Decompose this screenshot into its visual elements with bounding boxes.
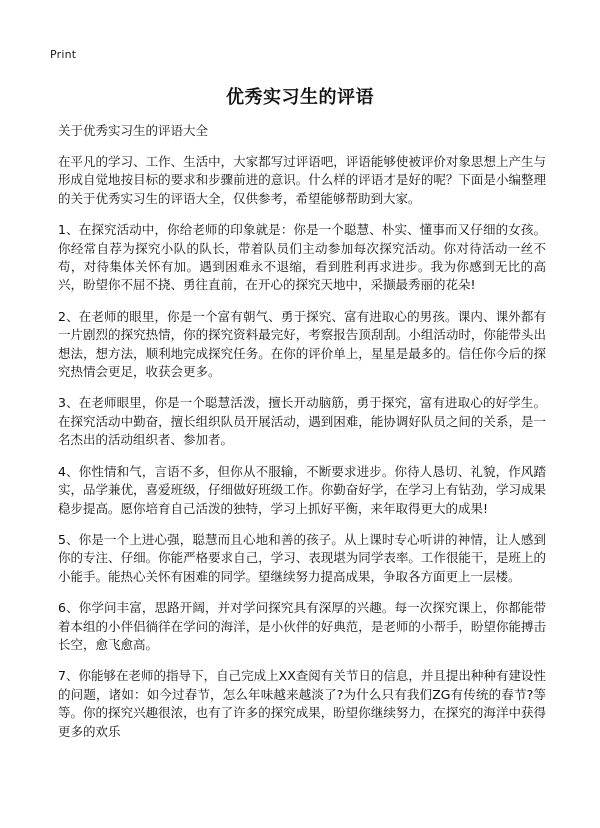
document-subtitle: 关于优秀实习生的评语大全 (58, 123, 209, 138)
comment-paragraph-4: 4、你性情和气，言语不多，但你从不服输，不断要求进步。你待人恳切、礼貌，作风踏实，品学兼优，喜爱班级，仔细做好班级工作。你勤奋好学，在学习上有钻劲，学习成果稳步提高。愿你培育自己活泼的独特，学习上抓好平衡，来年取得更大的成果! (58, 463, 546, 516)
comment-paragraph-1: 1、在探究活动中，你给老师的印象就是：你是一个聪慧、朴实、懂事而又仔细的女孩。你经常自荐为探究小队的队长，带着队员们主动参加每次探究活动。你对待活动一丝不苟，对待集体关怀有加。遇到困难永不退缩，看到胜利再求进步。我为你感到无比的高兴，盼望你不屈不挠、勇往直前，在开心的探究天地中，采撷最秀丽的花朵! (58, 222, 546, 293)
print-label[interactable]: Print (50, 48, 77, 61)
comment-paragraph-7: 7、你能够在老师的指导下，自己完成上XX查阅有关节日的信息，并且提出种种有建设性的问题，诸如：如今过春节，怎么年味越来越淡了?为什么只有我们ZG有传统的春节?等等。你的探究兴趣很浓，也有了许多的探究成果，盼望你继续努力，在探究的海洋中获得更多的欢乐 (58, 668, 546, 739)
page-title: 优秀实习生的评语 (226, 87, 374, 108)
document-body (58, 122, 546, 754)
comment-paragraph-2: 2、在老师的眼里，你是一个富有朝气、勇于探究、富有进取心的男孩。课内、课外都有一片剧烈的探究热情，你的探究资料最完好，考察报告顶刮刮。小组活动时，你能带头出想法，想方法，顺利地完成探究任务。在你的评价单上，星星是最多的。信任你今后的探究热情会更足，收获会更多。 (58, 308, 546, 380)
comment-paragraph-3: 3、在老师眼里，你是一个聪慧活泼，擅长开动脑筋，勇于探究，富有进取心的好学生。在探究活动中勤奋，擅长组织队员开展活动，遇到困难，能协调好队员之间的关系，是一名杰出的活动组织者、参加者。 (58, 395, 546, 448)
comment-paragraph-5: 5、你是一个上进心强，聪慧而且心地和善的孩子。从上课时专心听讲的神情，让人感到你的专注、仔细。你能严格要求自己，学习、表现堪为同学表率。工作很能干，是班上的小能手。能热心关怀有困难的同学。望继续努力提高成果，争取各方面更上一层楼。 (58, 531, 546, 584)
intro-paragraph: 在平凡的学习、工作、生活中，大家都写过评语吧，评语能够使被评价对象思想上产生与形成自觉地按目标的要求和步骤前进的意识。什么样的评语才是好的呢？下面是小编整理的关于优秀实习生的评语大全，仅供参考，希望能够帮助到大家。 (58, 154, 546, 206)
comment-paragraph-6: 6、你学问丰富，思路开阔，并对学问探究具有深厚的兴趣。每一次探究课上，你都能带着本组的小伴侣徜徉在学问的海洋，是小伙伴的好典范，是老师的小帮手，盼望你能搏击长空，愈飞愈高。 (58, 600, 546, 652)
